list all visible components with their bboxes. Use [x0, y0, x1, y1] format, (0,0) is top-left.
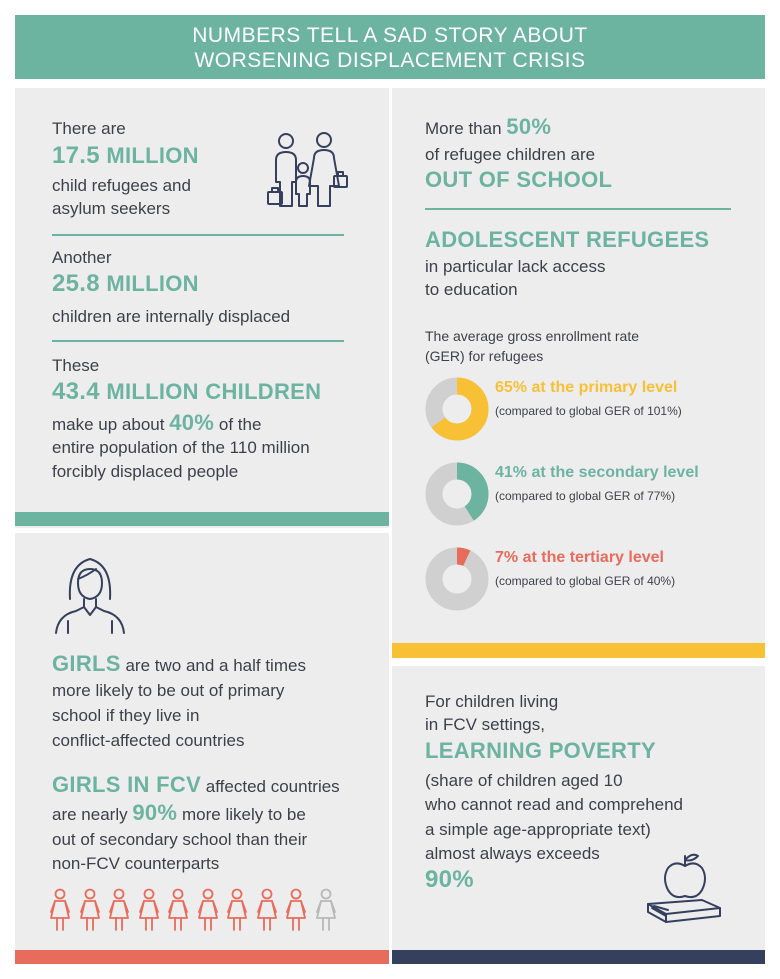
ger-primary-row — [425, 377, 745, 441]
girl-figure-icon — [107, 888, 131, 932]
internal-unit: MILLION — [106, 271, 199, 296]
internal-stat — [52, 272, 199, 296]
divider — [52, 340, 344, 342]
family-icon — [264, 130, 354, 210]
girl-figure-icon — [48, 888, 72, 932]
total-intro: These — [52, 356, 100, 375]
total-unit: MILLION CHILDREN — [106, 379, 322, 404]
girl-figure-icon — [137, 888, 161, 932]
girl-icon — [48, 553, 132, 637]
refugees-desc-1: child refugees and — [52, 176, 191, 195]
girls-line-4: conflict-affected countries — [52, 731, 245, 750]
ger-primary-compare: (compared to global GER of 101%) — [495, 404, 682, 418]
apple-on-book-icon — [640, 848, 730, 928]
girl-figure-icon — [255, 888, 279, 932]
ger-tertiary-label: 7% at the tertiary level — [495, 549, 664, 566]
ger-primary-label: 65% at the primary level — [495, 379, 678, 396]
girls-line-3: school if they live in — [52, 706, 200, 725]
girl-figure-icon — [166, 888, 190, 932]
total-line-3: forcibly displaced people — [52, 462, 239, 481]
ger-secondary-label: 41% at the secondary level — [495, 464, 699, 481]
girls-fcv-line-2a: are nearly — [52, 805, 128, 824]
girls-line-2: more likely to be out of primary — [52, 681, 285, 700]
girl-figure-icon — [225, 888, 249, 932]
learning-percent — [425, 868, 474, 892]
girls-fcv-line-2b: more likely to be — [182, 805, 306, 824]
title-line-2: WORSENING DISPLACEMENT CRISIS — [194, 49, 586, 72]
school-headline: OUT OF SCHOOL — [425, 167, 613, 192]
ger-tertiary-donut — [425, 547, 489, 611]
girls-fcv-line-3: out of secondary school than their — [52, 830, 308, 849]
girl-figure-icon — [284, 888, 308, 932]
total-line-1a: make up about — [52, 415, 165, 434]
ger-intro-2: (GER) for refugees — [425, 348, 544, 364]
panel-accent-bar-teal — [15, 512, 389, 526]
internal-number: 25.8 — [52, 270, 100, 297]
girls-fcv-percent: 90% — [132, 800, 178, 825]
school-line-1 — [425, 115, 551, 141]
ger-secondary-donut — [425, 462, 489, 526]
school-intro: More than — [425, 119, 502, 138]
girl-figure-icon — [314, 888, 338, 932]
learning-line-1: For children living — [425, 692, 559, 711]
total-line-1 — [52, 411, 261, 437]
learning-headline: LEARNING POVERTY — [425, 738, 656, 763]
girls-fcv-line-1-text: affected countries — [205, 777, 340, 796]
panel-accent-bar-navy — [392, 950, 765, 964]
girl-figure-icon — [78, 888, 102, 932]
learning-percent-value: 90% — [425, 866, 474, 893]
refugees-desc-2: asylum seekers — [52, 199, 171, 218]
ger-tertiary-compare: (compared to global GER of 40%) — [495, 574, 676, 588]
refugees-unit: MILLION — [106, 143, 199, 168]
girls-line-1 — [52, 652, 306, 678]
girls-word: GIRLS — [52, 651, 121, 676]
total-stat — [52, 380, 321, 404]
adolescent-headline: ADOLESCENT REFUGEES — [425, 227, 710, 252]
ger-tertiary-row — [425, 547, 745, 611]
total-percent: 40% — [169, 410, 215, 435]
adolescent-line-1: in particular lack access — [425, 257, 606, 276]
ger-secondary-compare: (compared to global GER of 77%) — [495, 489, 676, 503]
school-percent: 50% — [506, 114, 552, 139]
ger-primary-donut — [425, 377, 489, 441]
title-banner — [15, 15, 765, 79]
title-line-1: NUMBERS TELL A SAD STORY ABOUT — [192, 24, 588, 47]
learning-line-4: who cannot read and comprehend — [425, 795, 684, 814]
divider — [52, 234, 344, 236]
girls-fcv-line-4: non-FCV counterparts — [52, 854, 220, 873]
total-line-2: entire population of the 110 million — [52, 438, 310, 457]
ger-secondary-row — [425, 462, 745, 526]
girls-fcv-line-2 — [52, 801, 306, 827]
learning-line-6: almost always exceeds — [425, 844, 600, 863]
refugees-intro: There are — [52, 119, 126, 138]
learning-line-5: a simple age-appropriate text) — [425, 820, 651, 839]
girl-figure-icon — [196, 888, 220, 932]
ger-intro-1: The average gross enrollment rate — [425, 328, 639, 344]
girls-fcv-word: GIRLS IN FCV — [52, 772, 202, 797]
adolescent-line-2: to education — [425, 280, 518, 299]
total-number: 43.4 — [52, 378, 100, 405]
school-line-2: of refugee children are — [425, 145, 596, 164]
panel-accent-bar-yellow — [392, 643, 765, 658]
total-line-1b: of the — [218, 415, 262, 434]
refugees-number: 17.5 — [52, 142, 100, 169]
girls-line-1-text: are two and a half times — [125, 656, 306, 675]
internal-desc: children are internally displaced — [52, 307, 291, 326]
learning-line-2: in FCV settings, — [425, 715, 545, 734]
divider — [425, 208, 731, 210]
learning-line-3: (share of children aged 10 — [425, 771, 623, 790]
internal-intro: Another — [52, 248, 112, 267]
refugees-stat — [52, 144, 199, 168]
girl-figures-row — [48, 888, 348, 932]
panel-accent-bar-coral — [15, 950, 389, 964]
girls-fcv-line-1 — [52, 773, 340, 799]
